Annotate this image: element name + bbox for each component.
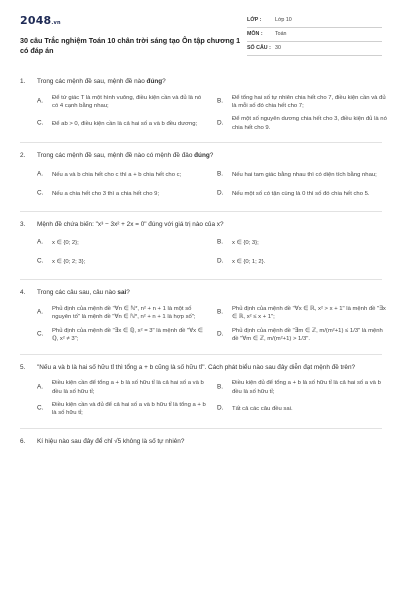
answer-option[interactable]	[217, 168, 389, 182]
option-text: Phủ định của mệnh đề "∀n ∈ ℕ*, n² + n + 1 là một số nguyên tố" là mệnh đề "∀n ∈ ℕ*, n² + n + 1 là hợp số";	[52, 306, 196, 321]
answer-options	[37, 94, 387, 133]
answer-option[interactable]	[217, 379, 389, 396]
question-divider	[20, 428, 382, 429]
question-number: 5.	[20, 363, 26, 371]
meta-row-subject	[247, 29, 382, 42]
brand-name: 2048	[20, 14, 52, 27]
answer-option[interactable]	[37, 401, 207, 418]
option-text: x ∈ {0; 1; 2}.	[232, 259, 266, 266]
question-block	[20, 221, 382, 270]
answer-option[interactable]	[217, 327, 389, 344]
document-title: 30 câu Trắc nghiệm Toán 10 chân trời sáng tạo Ôn tập chương 1 có đáp án	[20, 36, 241, 55]
option-letter: A.	[37, 383, 44, 391]
option-letter: C.	[37, 258, 44, 266]
answer-option[interactable]	[37, 94, 207, 111]
question-stem	[20, 364, 382, 373]
question-divider	[20, 142, 382, 143]
brand-suffix: .vn	[51, 20, 61, 26]
option-letter: A.	[37, 97, 44, 105]
question-text-end: ?	[162, 78, 166, 85]
option-letter: D.	[217, 189, 224, 197]
question-number: 3.	[20, 220, 26, 228]
question-number: 1.	[20, 78, 26, 85]
option-text: Phủ định của mệnh đề "∀x ∈ ℝ, x² > x + 1" là mệnh đề "∃x ∈ ℝ, x² ≤ x + 1";	[232, 306, 386, 321]
answer-option[interactable]	[217, 187, 389, 201]
answer-option[interactable]	[37, 255, 207, 269]
answer-option[interactable]	[217, 94, 389, 111]
option-text: Điều kiện đủ để tổng a + b là số hữu tỉ là cả hai số a và b đều là số hữu tỉ;	[232, 380, 381, 395]
option-text: Nếu a chia hết cho 3 thì a chia hết cho 9;	[52, 190, 160, 197]
question-text-end: ?	[209, 152, 214, 160]
question-divider	[20, 211, 382, 212]
option-text: Để tổng hai số tự nhiên chia hết cho 7, điều kiện cần và đủ là mỗi số đó chia hết cho 7;	[232, 94, 386, 110]
question-block	[20, 78, 387, 132]
option-letter: C.	[37, 189, 44, 197]
option-text: Tất cả các câu đều sai.	[232, 406, 293, 413]
question-number: 6.	[20, 437, 26, 445]
meta-value: 30	[275, 45, 281, 51]
question-text	[37, 221, 224, 228]
question-text-emphasis: đúng	[194, 152, 210, 160]
meta-row-class	[247, 15, 382, 28]
question-stem	[20, 438, 382, 447]
question-text-end: ?	[126, 289, 130, 297]
question-number: 2.	[20, 152, 26, 160]
question-text	[37, 152, 213, 159]
question-stem	[20, 78, 382, 87]
question-divider	[20, 354, 382, 355]
option-letter: C.	[37, 119, 44, 127]
option-letter: D.	[217, 405, 224, 413]
answer-options	[37, 168, 382, 201]
answer-options	[37, 305, 386, 344]
option-text: Điều kiện cần và đủ để cả hai số a và b hữu tỉ là tổng a + b là số hữu tỉ;	[52, 401, 206, 417]
question-divider	[20, 279, 382, 280]
option-text: Phủ định của mệnh đề "∃x ∈ ℚ, x² = 3" là mệnh đề "∀x ∈ ℚ, x² ≠ 3";	[52, 327, 203, 343]
option-letter: B.	[217, 239, 224, 247]
meta-label: MÔN :	[247, 31, 263, 37]
meta-label: LỚP :	[247, 17, 262, 23]
answer-option[interactable]	[37, 379, 207, 396]
option-text: Nếu hai tam giác bằng nhau thì có diện tích bằng nhau;	[232, 171, 377, 178]
answer-option[interactable]	[217, 401, 389, 418]
question-block	[20, 438, 382, 447]
answer-option[interactable]	[37, 236, 207, 250]
document-meta	[247, 15, 382, 56]
answer-option[interactable]	[37, 168, 207, 182]
question-text-main: Kí hiệu nào sau đây để chỉ √5 không là số tự nhiên?	[37, 437, 185, 445]
question-text-main: "Nếu a và b là hai số hữu tỉ thì tổng a + b cũng là số hữu tỉ". Cách phát biểu nào sau đây diễn đạt mệnh đề trên?	[37, 363, 356, 371]
option-letter: B.	[217, 97, 224, 105]
answer-option[interactable]	[37, 327, 207, 344]
question-text	[37, 78, 166, 85]
answer-options	[37, 379, 382, 418]
meta-label: SỐ CÂU :	[247, 45, 271, 51]
answer-option[interactable]	[217, 255, 389, 269]
option-letter: C.	[37, 330, 44, 338]
question-stem	[20, 289, 382, 298]
question-text-main: Trong các mệnh đề sau, mệnh đề nào	[37, 78, 147, 85]
answer-option[interactable]	[217, 115, 389, 132]
option-letter: B.	[217, 170, 224, 178]
question-text-emphasis: đúng	[146, 78, 163, 85]
option-letter: C.	[37, 405, 44, 413]
question-text-main: Mệnh đề chứa biến: "x³ − 3x² + 2x = 0" đúng với giá trị nào của x?	[37, 220, 224, 228]
option-text: Nếu một số có tận cùng là 0 thì số đó chia hết cho 5.	[232, 190, 370, 197]
answer-options	[37, 236, 382, 269]
answer-option[interactable]	[217, 305, 389, 322]
option-letter: D.	[217, 119, 224, 127]
site-logo[interactable]	[20, 14, 61, 29]
answer-option[interactable]	[37, 187, 207, 201]
question-text-main: Trong các câu sau, câu nào	[37, 289, 118, 297]
question-text	[37, 438, 184, 445]
option-text: Điều kiện cần để tổng a + b là số hữu tỉ là cả hai số a và b đều là số hữu tỉ;	[52, 380, 204, 395]
option-letter: A.	[37, 309, 44, 317]
question-block	[20, 289, 386, 343]
page-header	[20, 14, 382, 64]
question-text-main: Trong các mệnh đề sau, mệnh đề nào có mệnh đề đảo	[37, 152, 195, 160]
question-list	[20, 78, 387, 446]
option-text: x ∈ {0; 2};	[52, 240, 79, 247]
option-text: x ∈ {0; 2; 3};	[52, 259, 86, 266]
question-text	[37, 364, 355, 371]
option-text: Để tứ giác T là một hình vuông, điều kiện cần và đủ là nó có 4 cạnh bằng nhau;	[52, 94, 202, 110]
option-text: x ∈ {0; 3};	[232, 240, 259, 247]
option-letter: D.	[217, 330, 224, 338]
answer-option[interactable]	[37, 305, 207, 322]
option-letter: A.	[37, 170, 44, 178]
option-letter: B.	[217, 383, 224, 391]
option-text: Để ab > 0, điều kiện cần là cả hai số a và b đều dương;	[52, 120, 198, 127]
meta-value: Toán	[275, 31, 287, 37]
question-block	[20, 152, 382, 201]
option-text: Nếu a và b chia hết cho c thì a + b chia hết cho c;	[52, 171, 182, 178]
option-text: Phủ định của mệnh đề "∃m ∈ ℤ, m/(m²+1) ≤ 1/3" là mệnh đề "∀m ∈ ℤ, m/(m²+1) > 1/3".	[232, 327, 383, 343]
option-letter: D.	[217, 258, 224, 266]
question-block	[20, 364, 382, 418]
answer-option[interactable]	[37, 115, 207, 132]
option-letter: A.	[37, 239, 44, 247]
option-letter: B.	[217, 309, 224, 317]
question-number: 4.	[20, 289, 26, 297]
option-text: Để một số nguyên dương chia hết cho 3, điều kiện đủ là nó chia hết cho 9.	[232, 116, 387, 131]
answer-option[interactable]	[217, 236, 389, 250]
question-stem	[20, 152, 382, 161]
meta-value: Lớp 10	[275, 17, 292, 23]
question-text	[37, 289, 130, 296]
question-text-emphasis: sai	[117, 289, 127, 297]
question-stem	[20, 221, 382, 230]
meta-row-count	[247, 43, 382, 56]
